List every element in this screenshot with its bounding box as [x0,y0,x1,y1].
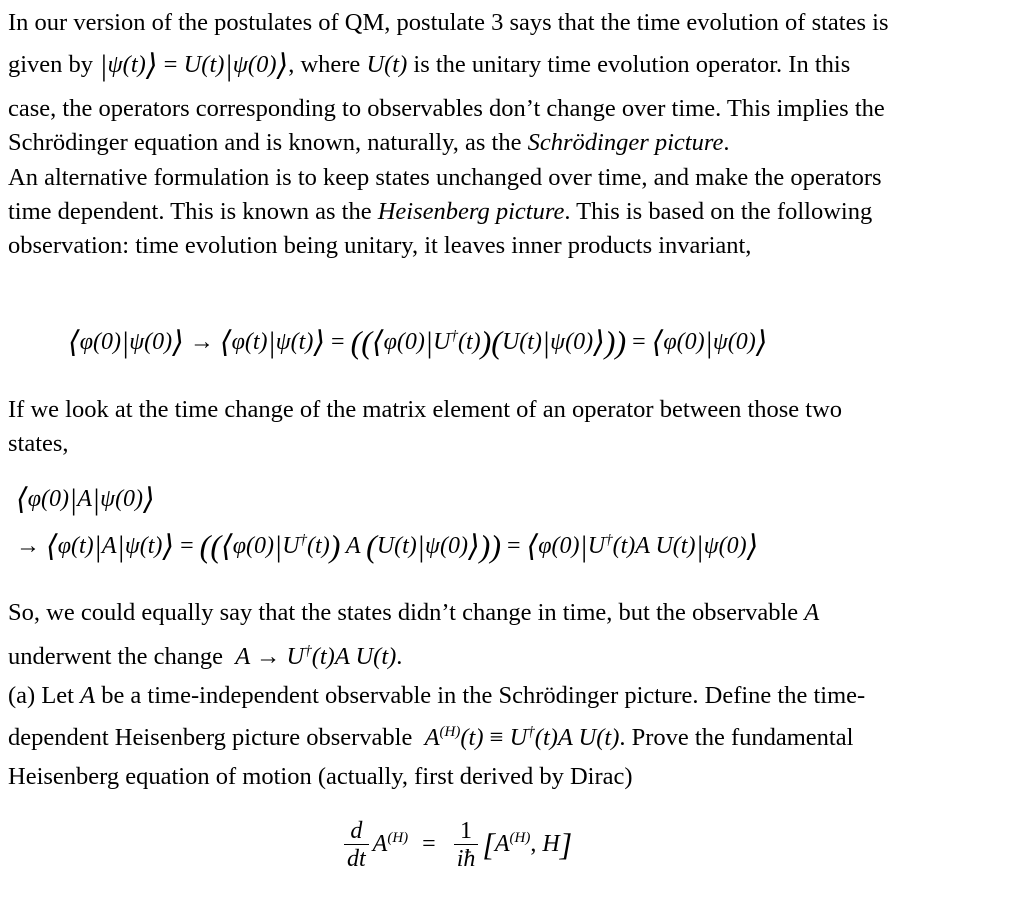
p2-text-2a: time dependent. This is known as the [8,198,372,225]
p4-text-2a: underwent the change [8,643,223,670]
p4-line2 [8,642,402,672]
p2-line3 [8,231,751,261]
p1-line1 [8,8,889,38]
p1-line2 [8,50,850,81]
p1-text-2a: given by [8,51,94,78]
part-a-text-1a: (a) Let [8,682,74,709]
ihbar-denominator: iħ [454,844,479,873]
part-a-text-2b: . Prove the fundamental [619,724,854,751]
lhs-A-H: $A^{(H)}$ [372,830,409,858]
one-numerator: 1 [460,818,473,844]
d-numerator: d [350,818,363,844]
p1-text-3: case, the operators corresponding to observables don’t change over time. This implies the [8,95,885,122]
part-a-line1 [8,681,865,711]
part-a-text-2a: dependent Heisenberg picture observable [8,724,413,751]
observable-A-2: A [80,682,96,709]
A-transform-equation: A → U†(t)A U(t) [229,643,397,670]
heisenberg-definition-equation: $A^{(H)}(t) \equiv U^\dagger(t)A$ U(t) [418,724,620,751]
p3-line2 [8,429,69,459]
dt-denominator: dt [344,844,369,873]
p1-line3 [8,94,885,124]
schrodinger-picture-term: Schrödinger picture [527,129,724,156]
p3-text-1: If we look at the time change of the matrix element of an operator between those two [8,396,843,423]
p2-text-2b: . This is based on the following [564,198,873,225]
equation-matrix-element-line2: → ⟨φ(t)|A|ψ(t)⟩ = ((⟨φ(0)|U†(t)) A (U(t)|ψ(0)⟩)) = ⟨φ(0)|U†(t)A U(t)|ψ(0)⟩ [16,528,759,564]
one-over-ihbar-fraction [454,818,479,873]
p2-line2 [8,197,872,227]
part-a-line2 [8,723,853,753]
p4-text-1a: So, we could equally say that the states didn’t change in time, but the observable [8,599,799,626]
d-dt-fraction [344,818,369,873]
p1-line4 [8,128,729,158]
p2-text-3: observation: time evolution being unitary, it leaves inner products invariant, [8,232,752,259]
p1-text-1: In our version of the postulates of QM, postulate 3 says that the time evolution of states is [8,9,889,36]
p1-text-4b: . [723,129,730,156]
observable-A: A [804,599,820,626]
equation-matrix-element-line1: ⟨φ(0)|A|ψ(0)⟩ [16,483,155,516]
p1-text-2b: , where [288,51,361,78]
equation-inner-product-invariance: ⟨φ(0)|ψ(0)⟩ → ⟨φ(t)|ψ(t)⟩ = ((⟨φ(0)|U†(t))(U(t)|ψ(0)⟩)) = ⟨φ(0)|ψ(0)⟩ [68,324,768,360]
p4-text-2b: . [396,643,403,670]
p1-text-2c: is the unitary time evolution operator. In this [413,51,851,78]
heisenberg-equation-of-motion: $\frac{d}{dt}$ $A^{(H)}$ = $\frac{1}{iħ}$ [$A^{(H)}$, H] [340,818,572,873]
part-a-text-1b: be a time-independent observable in the Schrödinger picture. Define the time- [101,682,866,709]
heisenberg-picture-term: Heisenberg picture [377,198,565,225]
part-a-text-3: Heisenberg equation of motion (actually, first derived by Dirac) [8,763,633,790]
psi-t-ket-equation: |ψ(t)⟩ = U(t)|ψ(0)⟩ [99,49,289,82]
part-a-line3 [8,762,633,792]
p3-line1 [8,395,842,425]
p2-text-1: An alternative formulation is to keep states unchanged over time, and make the operators [8,164,882,191]
p1-text-4a: Schrödinger equation and is known, naturally, as the [8,129,522,156]
commutator: [$A^{(H)}$, H] [482,826,573,863]
p3-text-2: states, [8,430,69,457]
U-of-t: U(t) [366,51,408,78]
p2-line1 [8,163,882,193]
p4-line1 [8,598,819,628]
